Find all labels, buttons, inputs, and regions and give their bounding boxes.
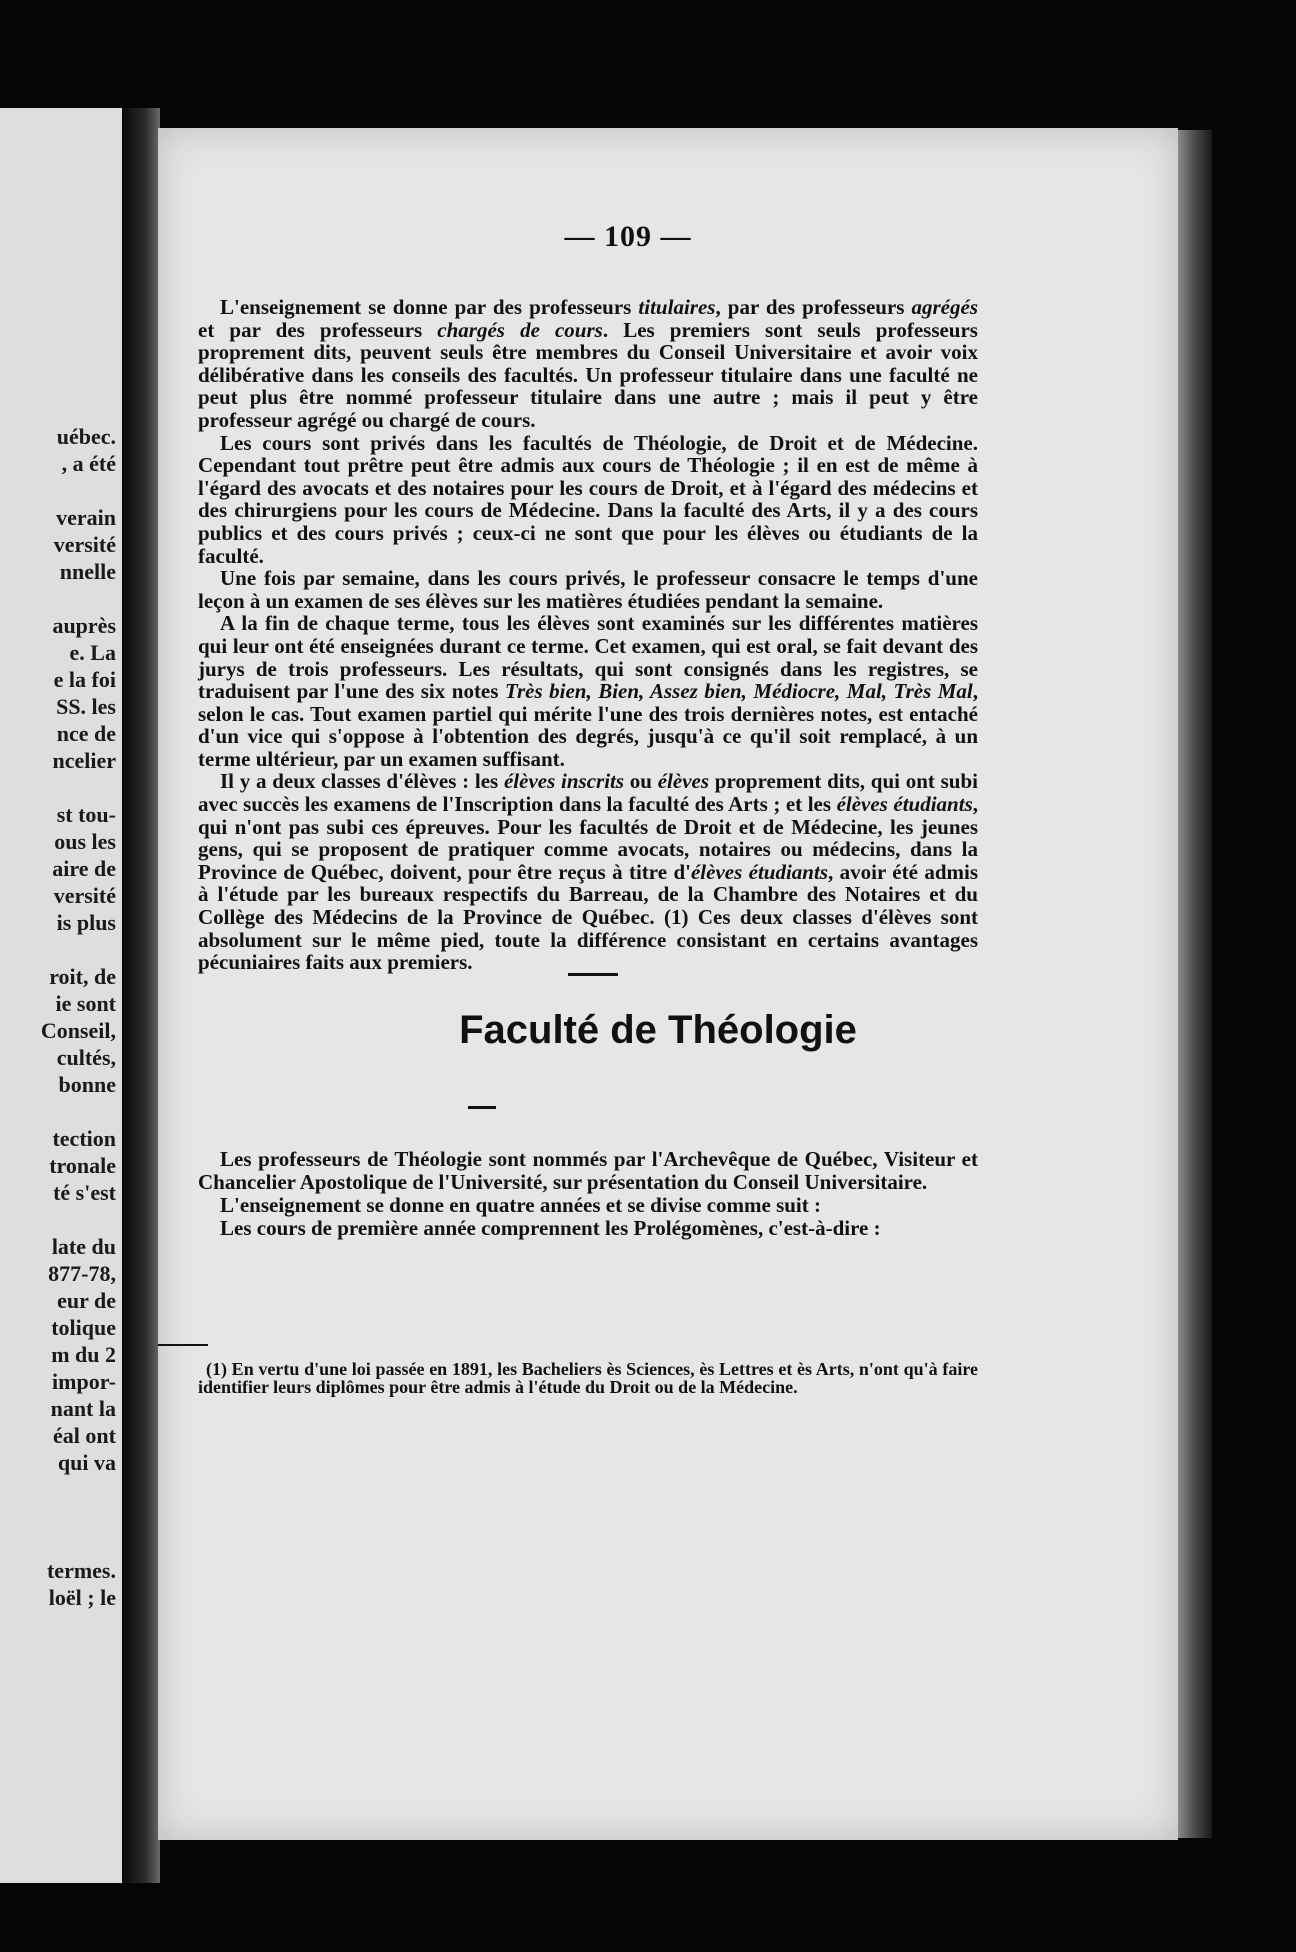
theology-paragraph: Les cours de première année comprennent les Prolégomènes, c'est-à-dire :	[220, 1216, 881, 1240]
left-page-line: ous les	[54, 829, 116, 854]
left-page-line: té s'est	[53, 1180, 116, 1205]
text-run: , selon le cas. Tout examen partiel qui mérite l'une des trois dernières notes, est entaché d'un vice qui s'oppose à l'obtention des degrés, jusqu'à ce qu'il soit remplacé, à un terme ultérieur, par un examen suffisant.	[198, 679, 978, 771]
left-page-line: verain	[56, 505, 116, 530]
page-edge	[1178, 130, 1212, 1838]
left-page-line: eur de	[57, 1288, 116, 1313]
book-gutter	[122, 108, 160, 1883]
left-page-line: versité	[53, 883, 116, 908]
left-page-line: ncelier	[52, 748, 116, 773]
footnote-rule	[158, 1344, 208, 1346]
left-page-line: roit, de	[49, 964, 116, 989]
left-page-line: qui va	[57, 1450, 116, 1475]
left-page-fragment	[0, 108, 125, 1883]
left-page-line: impor-	[52, 1369, 116, 1394]
body-paragraph	[198, 567, 978, 612]
theology-text	[198, 1148, 978, 1240]
left-page-line: nce de	[56, 721, 116, 746]
section-rule-top	[568, 973, 618, 976]
left-page-line: e. La	[69, 640, 116, 665]
left-page-line: Conseil,	[40, 1018, 116, 1043]
left-page-line: 877-78,	[48, 1261, 116, 1286]
left-page-line: versité	[53, 532, 116, 557]
text-run: A la fin de chaque terme, tous les élèves sont examinés sur les différentes matières qui leur ont été enseignées durant ce terme. Cet examen, qui est oral, se fait devant des jurys de trois professeurs. Les résultats, qui sont consignés dans les registres, se traduisent par l'une des six notes	[198, 611, 978, 704]
text-run: Les cours sont privés dans les facultés de Théologie, de Droit et de Médecine. Cependant tout prêtre peut être admis aux cours de Théologie ; il en est de même à l'égard des avocats et des notaires pour les cours de Droit, et à l'égard des médecins et des chirurgiens pour les cours de Médecine. Dans la faculté des Arts, il y a des cours publics et des cours privés ; ceux-ci ne sont que pour les élèves ou étudiants de la faculté.	[198, 430, 978, 568]
body-paragraph	[198, 432, 978, 568]
left-page-line: cultés,	[56, 1045, 116, 1070]
text-run: . Les premiers sont seuls professeurs proprement dits, peuvent seuls être membres du Conseil Universitaire et avoir voix délibérative dans les conseils des facultés. Un professeur titulaire dans une faculté ne peut plus être nommé professeur titulaire dans une autre ; mais il peut y être professeur agrégé ou chargé de cours.	[198, 317, 978, 432]
left-page-line: nant la	[50, 1396, 116, 1421]
left-page-line: tection	[52, 1126, 116, 1151]
footnote-text: (1) En vertu d'une loi passée en 1891, les Bacheliers ès Sciences, ès Lettres et ès Arts, n'ont qu'à faire identifier leurs diplômes pour être admis à l'étude du Droit ou de la Médecine.	[198, 1359, 978, 1397]
body-paragraph	[198, 770, 978, 973]
left-page-line: m du 2	[51, 1342, 116, 1367]
italic-run: élèves	[657, 769, 710, 794]
left-page-line: SS. les	[56, 694, 116, 719]
text-run: , avoir été admis à l'étude par les bureaux respectifs du Barreau, de la Chambre des Notaires et du Collège des Médecins de la Province de Québec. (1) Ces deux classes d'élèves sont absolument sur le même pied, toute la différence consistant en certains avantages pécuniaires faits aux premiers.	[198, 859, 978, 975]
theology-paragraph: Les professeurs de Théologie sont nommés par l'Archevêque de Québec, Visiteur et Chancelier Apostolique de l'Université, sur présentation du Conseil Universitaire.	[198, 1147, 978, 1194]
section-rule-bottom	[468, 1106, 496, 1109]
body-paragraph	[198, 612, 978, 770]
section-heading: Faculté de Théologie	[459, 1008, 857, 1052]
left-page-line: e la foi	[53, 667, 116, 692]
text-run: , par des professeurs	[715, 295, 912, 319]
italic-run: agrégés	[911, 295, 978, 319]
italic-run: titulaires	[638, 295, 716, 319]
left-page-line: ie sont	[55, 991, 116, 1016]
theology-paragraph: L'enseignement se donne en quatre années et se divise comme suit :	[220, 1193, 821, 1217]
text-run: proprement dits, qui ont subi avec succès les examens de l'Inscription dans la faculté des Arts ; et les	[198, 769, 978, 817]
left-page-line: uébec.	[56, 424, 116, 449]
left-page-line: nnelle	[59, 559, 116, 584]
left-page-line: termes.	[46, 1558, 116, 1583]
text-run: et par des professeurs	[198, 317, 438, 342]
body-paragraph	[198, 296, 978, 432]
text-run: ou	[624, 769, 658, 794]
left-page-line: auprès	[52, 613, 116, 638]
body-text	[198, 296, 978, 974]
left-page-line: tronale	[49, 1153, 116, 1178]
text-run: L'enseignement se donne par des professeurs	[220, 295, 639, 319]
left-page-line: bonne	[58, 1072, 116, 1097]
left-page-line: loël ; le	[48, 1585, 116, 1610]
text-run: , qui n'ont pas subi ces épreuves. Pour les facultés de Droit et de Médecine, les jeunes gens, qui se proposent de pratiquer comme avocats, notaires ou médecins, dans la Province de Québec, doivent, pour être reçus à titre d'	[198, 792, 978, 884]
left-page-line: éal ont	[53, 1423, 116, 1448]
italic-run: élèves étudiants	[836, 792, 973, 817]
left-page-line: aire de	[52, 856, 116, 881]
italic-run: élèves étudiants	[690, 859, 828, 884]
text-run: Une fois par semaine, dans les cours privés, le professeur consacre le temps d'une leçon à un examen de ses élèves sur les matières étudiées pendant la semaine.	[198, 566, 978, 613]
page-number: — 109 —	[564, 220, 692, 253]
page	[158, 128, 1178, 1840]
left-page-line: is plus	[56, 910, 116, 935]
left-page-line: late du	[51, 1234, 116, 1259]
footnote	[198, 1360, 978, 1396]
text-run: Il y a deux classes d'élèves : les	[220, 769, 504, 794]
italic-run: élèves inscrits	[503, 769, 625, 794]
left-page-line: , a été	[61, 451, 116, 476]
left-page-line: st tou-	[56, 802, 116, 827]
italic-run: chargés de cours	[437, 317, 603, 342]
left-page-line: tolique	[51, 1315, 116, 1340]
italic-run: Très bien, Bien, Assez bien, Médiocre, Mal, Très Mal	[504, 679, 973, 704]
